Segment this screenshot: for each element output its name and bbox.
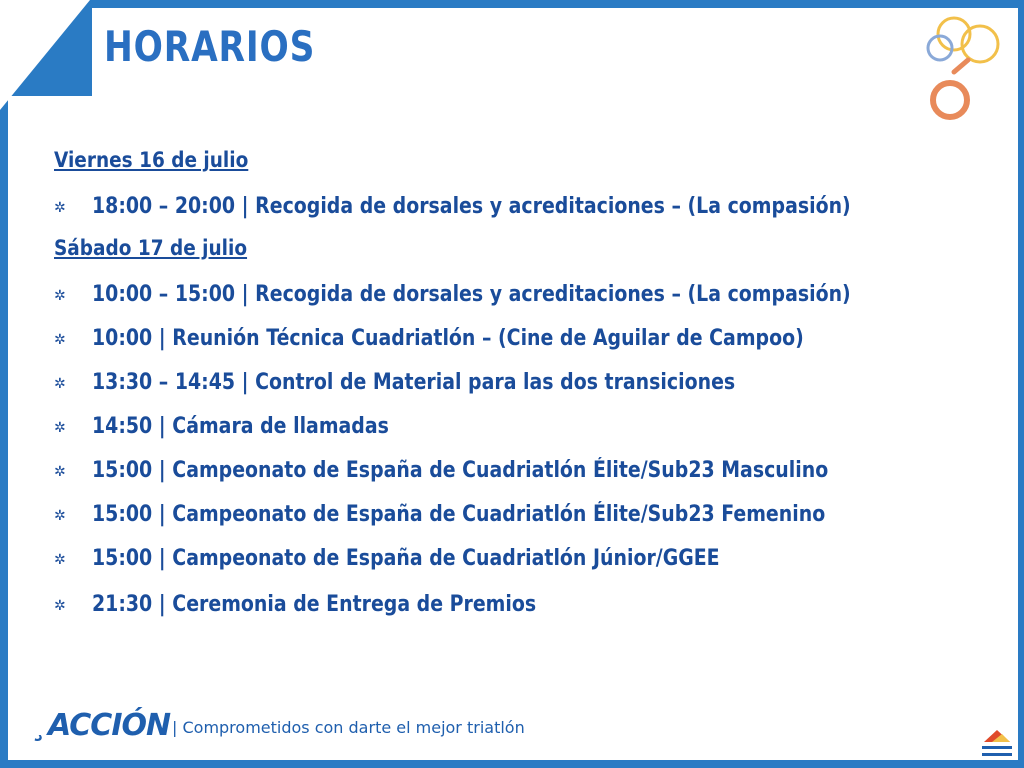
bullet-icon: ✲ (54, 597, 66, 613)
bullet-icon: ✲ (54, 287, 66, 303)
bullet-icon: ✲ (54, 199, 66, 215)
bullet-icon: ✲ (54, 375, 66, 391)
bullet-icon: ✲ (54, 463, 66, 479)
triathlon-logo-icon (978, 728, 1016, 762)
list-item-text: 15:00 | Campeonato de España de Cuadriatlón Júnior/GGEE (92, 546, 720, 571)
list-item-text: 10:00 – 15:00 | Recogida de dorsales y acreditaciones – (La compasión) (92, 282, 851, 307)
list-item-text: 15:00 | Campeonato de España de Cuadriatlón Élite/Sub23 Femenino (92, 502, 826, 527)
bullet-icon: ✲ (54, 507, 66, 523)
list-item-text: 18:00 – 20:00 | Recogida de dorsales y acreditaciones – (La compasión) (92, 194, 851, 219)
bullet-icon: ✲ (54, 419, 66, 435)
slide-title: HORARIOS (104, 22, 316, 71)
footer-slogan: | Comprometidos con darte el mejor triatlón (172, 718, 525, 737)
list-item-text: 10:00 | Reunión Técnica Cuadriatlón – (Cine de Aguilar de Campoo) (92, 326, 804, 351)
day-heading: Viernes 16 de julio (54, 148, 249, 172)
corner-decoration (0, 0, 90, 110)
rings-logo-icon (916, 14, 1012, 124)
day-heading: Sábado 17 de julio (54, 236, 248, 260)
bullet-icon: ✲ (54, 551, 66, 567)
bullet-icon: ✲ (54, 331, 66, 347)
list-item-text: 15:00 | Campeonato de España de Cuadriatlón Élite/Sub23 Masculino (92, 458, 829, 483)
list-item-text: 13:30 – 14:45 | Control de Material para las dos transiciones (92, 370, 736, 395)
list-item-text: 14:50 | Cámara de llamadas (92, 414, 389, 439)
list-item-text: 21:30 | Ceremonia de Entrega de Premios (92, 592, 537, 617)
accion-logo: ¸ACCIÓN (34, 708, 171, 743)
